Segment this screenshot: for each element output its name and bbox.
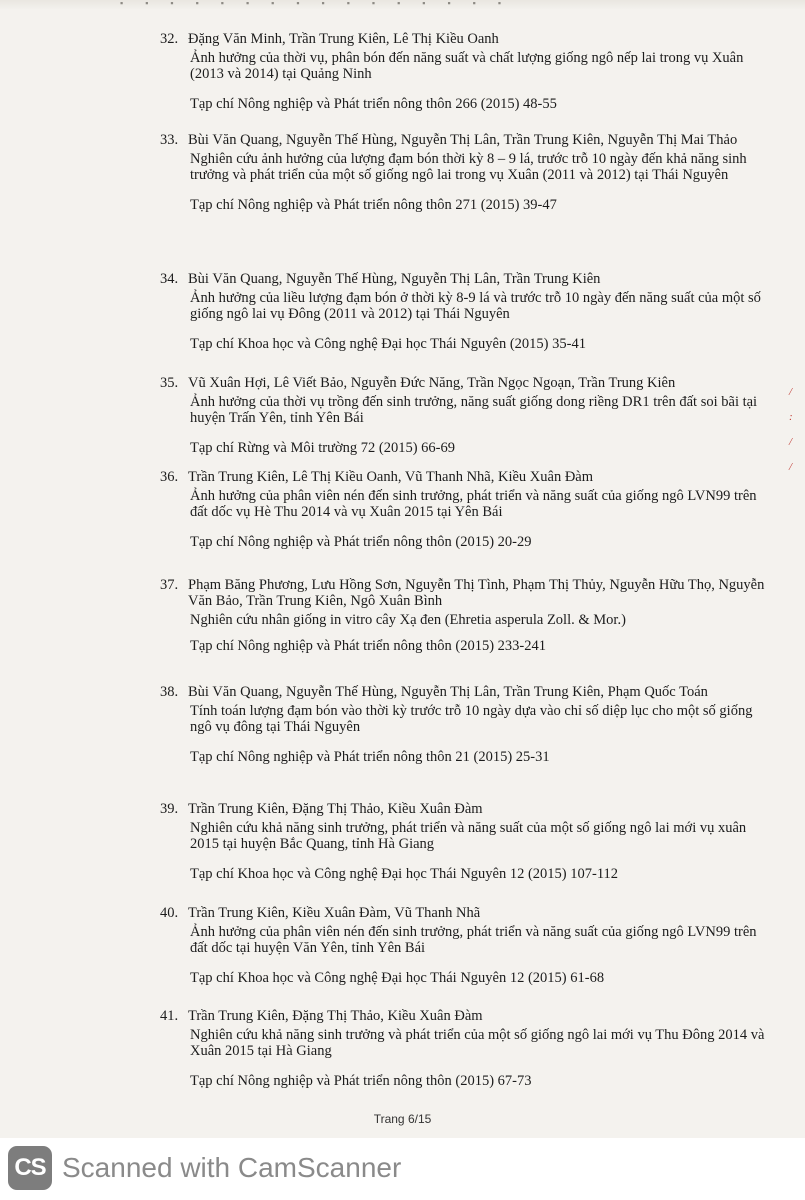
reference-item-39 <box>160 801 770 882</box>
reference-number: 40. <box>160 905 179 921</box>
reference-item-33 <box>160 132 770 213</box>
reference-journal: Tạp chí Nông nghiệp và Phát triển nông thôn 21 (2015) 25-31 <box>190 749 550 765</box>
reference-item-41 <box>160 1008 770 1089</box>
reference-title: Nghiên cứu nhân giống in vitro cây Xạ đen (Ehretia asperula Zoll. & Mor.) <box>190 612 626 628</box>
reference-journal: Tạp chí Nông nghiệp và Phát triển nông thôn 271 (2015) 39-47 <box>190 197 557 213</box>
reference-title: Ảnh hưởng của phân viên nén đến sinh trưởng, phát triển và năng suất của giống ngô LVN99 trên đất dốc vụ Hè Thu 2014 và vụ Xuân 2015 tại Yên Bái <box>190 488 757 520</box>
camscanner-logo-icon: CS <box>8 1146 52 1190</box>
scan-margin-marks: / : / / <box>789 386 793 473</box>
camscanner-watermark-bar <box>0 1138 805 1200</box>
reference-journal: Tạp chí Khoa học và Công nghệ Đại học Thái Nguyên 12 (2015) 107-112 <box>190 866 619 882</box>
reference-item-40 <box>160 905 770 986</box>
reference-number: 41. <box>160 1008 179 1024</box>
reference-number: 34. <box>160 271 179 287</box>
reference-authors: Trần Trung Kiên, Đặng Thị Thảo, Kiều Xuân Đàm <box>188 1008 483 1024</box>
reference-title: Ảnh hưởng của liều lượng đạm bón ở thời kỳ 8-9 lá và trước trỗ 10 ngày đến năng suất của một số giống ngô lai vụ Đông (2011 và 2012) tại Thái Nguyên <box>190 290 761 322</box>
reference-number: 38. <box>160 684 179 700</box>
reference-journal: Tạp chí Nông nghiệp và Phát triển nông thôn 266 (2015) 48-55 <box>190 96 557 112</box>
reference-authors: Phạm Băng Phương, Lưu Hồng Sơn, Nguyễn Thị Tình, Phạm Thị Thủy, Nguyễn Hữu Thọ, Nguyễn Văn Bảo, Trần Trung Kiên, Ngô Xuân Bình <box>188 577 765 609</box>
reference-item-38 <box>160 684 770 765</box>
reference-title: Nghiên cứu khả năng sinh trưởng, phát triển và năng suất của một số giống ngô lai mới vụ xuân 2015 tại huyện Bắc Quang, tỉnh Hà Giang <box>190 820 747 852</box>
reference-item-35 <box>160 375 770 456</box>
reference-authors: Đặng Văn Minh, Trần Trung Kiên, Lê Thị Kiều Oanh <box>188 31 499 47</box>
reference-authors: Bùi Văn Quang, Nguyễn Thế Hùng, Nguyễn Thị Lân, Trần Trung Kiên <box>188 271 601 287</box>
reference-journal: Tạp chí Khoa học và Công nghệ Đại học Thái Nguyên (2015) 35-41 <box>190 336 586 352</box>
reference-title: Tính toán lượng đạm bón vào thời kỳ trước trỗ 10 ngày dựa vào chỉ số diệp lục cho một số giống ngô vụ đông tại Thái Nguyên <box>190 703 753 735</box>
reference-title: Nghiên cứu ảnh hưởng của lượng đạm bón thời kỳ 8 – 9 lá, trước trỗ 10 ngày đến khả năng sinh trưởng và phát triển của một số giống ngô lai trong vụ Xuân (2011 và 2012) tại Thái Nguyên <box>190 151 747 183</box>
reference-item-34 <box>160 271 770 352</box>
reference-title: Ảnh hưởng của phân viên nén đến sinh trưởng, phát triển và năng suất của giống ngô LVN99 trên đất dốc tại huyện Văn Yên, tỉnh Yên Bái <box>190 924 757 956</box>
page-number: Trang 6/15 <box>373 1112 432 1126</box>
scan-top-marks: ▪▪▪▪▪▪▪▪▪▪▪▪▪▪▪▪ <box>120 0 524 6</box>
reference-item-32 <box>160 31 770 112</box>
reference-title: Ảnh hưởng của thời vụ trồng đến sinh trưởng, năng suất giống dong riềng DR1 trên đất soi bãi tại huyện Trấn Yên, tỉnh Yên Bái <box>190 394 758 426</box>
reference-number: 35. <box>160 375 179 391</box>
reference-number: 36. <box>160 469 179 485</box>
reference-number: 33. <box>160 132 179 148</box>
reference-authors: Bùi Văn Quang, Nguyễn Thế Hùng, Nguyễn Thị Lân, Trần Trung Kiên, Phạm Quốc Toán <box>188 684 708 700</box>
reference-title: Ảnh hưởng của thời vụ, phân bón đến năng suất và chất lượng giống ngô nếp lai trong vụ Xuân (2013 và 2014) tại Quảng Ninh <box>190 50 744 82</box>
reference-number: 39. <box>160 801 179 817</box>
reference-authors: Bùi Văn Quang, Nguyễn Thế Hùng, Nguyễn Thị Lân, Trần Trung Kiên, Nguyễn Thị Mai Thảo <box>188 132 738 148</box>
reference-item-36 <box>160 469 770 550</box>
reference-journal: Tạp chí Khoa học và Công nghệ Đại học Thái Nguyên 12 (2015) 61-68 <box>190 970 605 986</box>
reference-authors: Vũ Xuân Hợi, Lê Viết Bảo, Nguyễn Đức Năng, Trần Ngọc Ngoạn, Trần Trung Kiên <box>188 375 676 391</box>
reference-title: Nghiên cứu khả năng sinh trưởng và phát triển của một số giống ngô lai mới vụ Thu Đông 2014 và Xuân 2015 tại Hà Giang <box>190 1027 765 1059</box>
reference-journal: Tạp chí Nông nghiệp và Phát triển nông thôn (2015) 67-73 <box>190 1073 532 1089</box>
reference-authors: Trần Trung Kiên, Kiều Xuân Đàm, Vũ Thanh Nhã <box>188 905 481 921</box>
reference-number: 37. <box>160 577 179 593</box>
reference-journal: Tạp chí Rừng và Môi trường 72 (2015) 66-69 <box>190 440 456 456</box>
reference-authors: Trần Trung Kiên, Đặng Thị Thảo, Kiều Xuân Đàm <box>188 801 483 817</box>
reference-journal: Tạp chí Nông nghiệp và Phát triển nông thôn (2015) 20-29 <box>190 534 532 550</box>
reference-authors: Trần Trung Kiên, Lê Thị Kiều Oanh, Vũ Thanh Nhã, Kiều Xuân Đàm <box>188 469 594 485</box>
reference-journal: Tạp chí Nông nghiệp và Phát triển nông thôn (2015) 233-241 <box>190 638 546 654</box>
reference-number: 32. <box>160 31 179 47</box>
reference-item-37 <box>160 577 770 654</box>
camscanner-watermark-text: Scanned with CamScanner <box>62 1152 402 1183</box>
